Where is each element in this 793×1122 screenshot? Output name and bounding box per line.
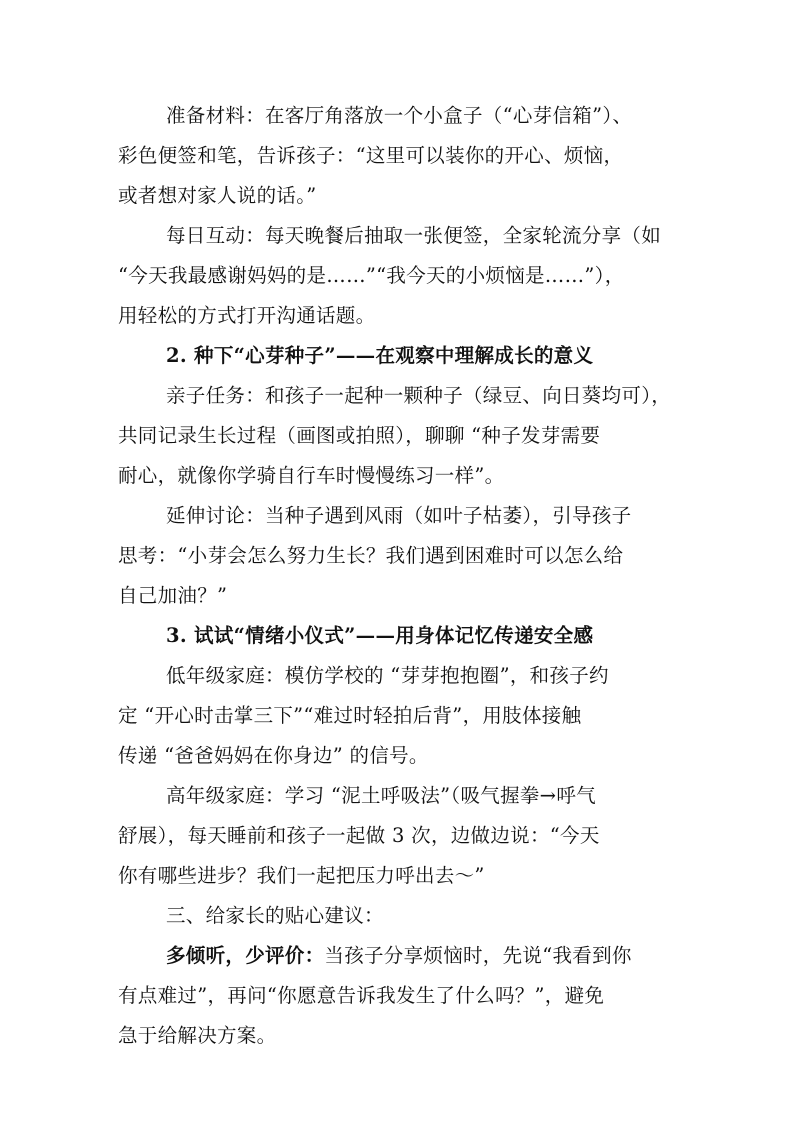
paragraph-line: 高年级家庭：学习 “泥土呼吸法”（吸气握拳→呼气: [166, 784, 596, 807]
paragraph-line: “今天我最感谢妈妈的是……”“我今天的小烦恼是……”），: [118, 264, 625, 287]
paragraph-line: 亲子任务：和孩子一起种一颗种子（绿豆、向日葵均可），: [166, 384, 672, 407]
paragraph-text: 当孩子分享烦恼时，先说“我看到你: [324, 944, 632, 967]
paragraph-line: 彩色便签和笔，告诉孩子：“这里可以装你的开心、烦恼，: [118, 144, 624, 167]
section-title: 三、给家长的贴心建议：: [166, 904, 384, 927]
paragraph-line: 你有哪些进步？我们一起把压力呼出去～”: [118, 864, 485, 887]
paragraph-line: 或者想对家人说的话。”: [118, 184, 317, 207]
paragraph-line: 低年级家庭：模仿学校的 “芽芽抱抱圈”，和孩子约: [166, 664, 609, 687]
paragraph-line: 共同记录生长过程（画图或拍照），聊聊 “种子发芽需要: [118, 424, 601, 447]
paragraph-line: 耐心，就像你学骑自行车时慢慢练习一样”。: [118, 464, 505, 487]
paragraph-line: 急于给解决方案。: [118, 1024, 277, 1047]
section-heading: 3. 试试“情绪小仪式”——用身体记忆传递安全感: [166, 624, 594, 647]
paragraph-line: 思考：“小芽会怎么努力生长？我们遇到困难时可以怎么给: [118, 544, 624, 567]
bold-lead: 多倾听，少评价：: [166, 944, 325, 967]
paragraph-line: 传递 “爸爸妈妈在你身边” 的信号。: [118, 744, 429, 767]
paragraph-line: 自己加油？”: [118, 584, 228, 607]
paragraph-line: 有点难过”，再问“你愿意告诉我发生了什么吗？”，避免: [118, 984, 605, 1007]
paragraph-line: 延伸讨论：当种子遇到风雨（如叶子枯萎），引导孩子: [166, 504, 632, 527]
paragraph-line: 准备材料：在客厅角落放一个小盒子（“心芽信箱”）、: [166, 104, 633, 127]
paragraph-line: [118, 936, 678, 976]
paragraph-line: 舒展），每天睡前和孩子一起做 3 次，边做边说：“今天: [118, 824, 600, 847]
paragraph-line: 用轻松的方式打开沟通话题。: [118, 304, 376, 327]
section-heading: 2. 种下“心芽种子”——在观察中理解成长的意义: [166, 344, 594, 367]
document-page: [118, 96, 678, 1056]
paragraph-line: 定 “开心时击掌三下”“难过时轻拍后背”，用肢体接触: [118, 704, 582, 727]
paragraph-line: 每日互动：每天晚餐后抽取一张便签，全家轮流分享（如: [166, 224, 662, 247]
